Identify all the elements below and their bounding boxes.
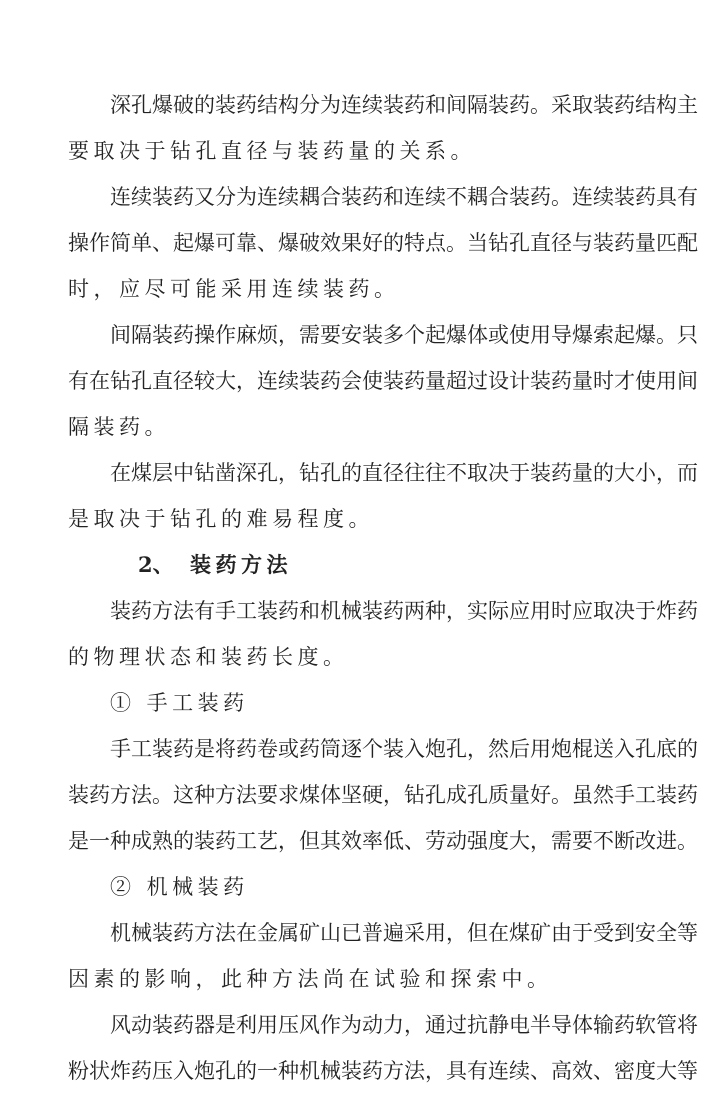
subheading: ② 机械装药 — [110, 875, 249, 899]
paragraph-line: 操作简单、起爆可靠、爆破效果好的特点。当钻孔直径与装药量匹配 — [68, 231, 698, 255]
section-number: 2、 — [138, 552, 174, 577]
paragraph-line: 连续装药又分为连续耦合装药和连续不耦合装药。连续装药具有 — [110, 185, 698, 209]
paragraph-line: 风动装药器是利用压风作为动力，通过抗静电半导体输药软管将 — [110, 1013, 698, 1037]
paragraph-line: 装药方法。这种方法要求煤体坚硬，钻孔成孔质量好。虽然手工装药 — [68, 783, 698, 807]
paragraph-line: 机械装药方法在金属矿山已普遍采用，但在煤矿由于受到安全等 — [110, 921, 698, 945]
section-title: 装药方法 — [190, 552, 292, 577]
paragraph-line: 因素的影响，此种方法尚在试验和探索中。 — [68, 967, 553, 991]
paragraph-line: 手工装药是将药卷或药筒逐个装入炮孔，然后用炮棍送入孔底的 — [110, 737, 698, 761]
paragraph-line: 在煤层中钻凿深孔，钻孔的直径往往不取决于装药量的大小，而 — [110, 461, 698, 485]
paragraph-line: 是一种成熟的装药工艺，但其效率低、劳动强度大，需要不断改进。 — [68, 829, 698, 853]
paragraph-line: 间隔装药操作麻烦，需要安装多个起爆体或使用导爆索起爆。只 — [110, 323, 698, 347]
paragraph-line: 深孔爆破的装药结构分为连续装药和间隔装药。采取装药结构主 — [110, 93, 698, 117]
paragraph-line: 是取决于钻孔的难易程度。 — [68, 507, 374, 531]
paragraph-line: 粉状炸药压入炮孔的一种机械装药方法，具有连续、高效、密度大等 — [68, 1059, 698, 1083]
paragraph-line: 时，应尽可能采用连续装药。 — [68, 277, 400, 301]
document-page — [68, 82, 698, 1094]
paragraph-line: 的物理状态和装药长度。 — [68, 645, 349, 669]
section-heading — [68, 542, 674, 588]
paragraph-line: 隔装药。 — [68, 415, 170, 439]
paragraph-line: 要取决于钻孔直径与装药量的关系。 — [68, 139, 476, 163]
paragraph-line: 有在钻孔直径较大，连续装药会使装药量超过设计装药量时才使用间 — [68, 369, 698, 393]
subheading: ① 手工装药 — [110, 691, 249, 715]
paragraph-line: 装药方法有手工装药和机械装药两种，实际应用时应取决于炸药 — [110, 599, 698, 623]
